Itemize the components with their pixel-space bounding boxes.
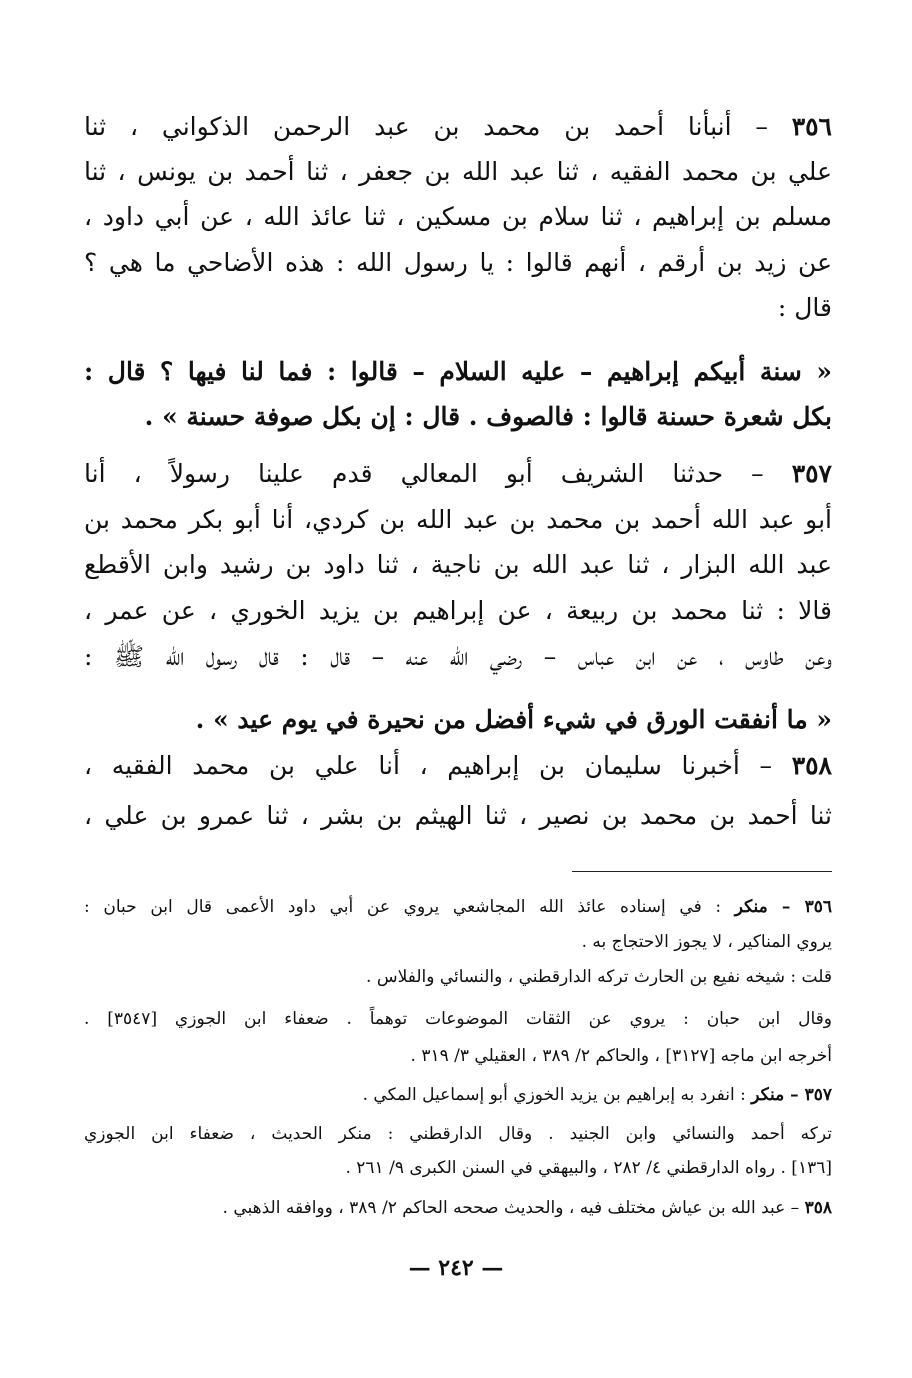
- footnote-356-line-4: وقال ابن حبان : يروي عن الثقات الموضوعات توهماً . ضعفاء ابن الجوزي [٣٥٤٧] .: [84, 1009, 832, 1029]
- hadith-357-line-2: أبو عبد الله أحمد بن محمد بن عبد الله بن كردي، أنا أبو بكر محمد بن: [84, 505, 832, 534]
- hadith-356-line-4: عن زيد بن أرقم ، أنهم قالوا : يا رسول الله : هذه الأضاحي ما هي ؟: [84, 248, 832, 277]
- hadith-357-line-1: ٣٥٧ – حدثنا الشريف أبو المعالي قدم علينا رسولاً ، أنا: [84, 459, 832, 488]
- footnote-356-line-5: أخرجه ابن ماجه [٣١٢٧] ، والحاكم ٢/ ٣٨٩ ، العقيلي ٣/ ٣١٩ .: [410, 1046, 832, 1066]
- footnote-357-line-3: [١٣٦] . رواه الدارقطني ٤/ ٢٨٢ ، والبيهقي في السنن الكبرى ٩/ ٢٦١ .: [345, 1158, 832, 1178]
- footnote-356-line-2: يروي المناكير ، لا يجوز الاحتجاج به .: [581, 932, 832, 952]
- footnote-separator: [572, 871, 832, 872]
- hadith-358-line-1: ٣٥٨ – أخبرنا سليمان بن إبراهيم ، أنا علي بن محمد الفقيه ،: [84, 751, 832, 780]
- footnote-358: ٣٥٨ – عبد الله بن عياش مختلف فيه ، والحديث صححه الحاكم ٢/ ٣٨٩ ، ووافقه الذهبي .: [222, 1198, 832, 1218]
- hadith-356-line-1: ٣٥٦ – أنبأنا أحمد بن محمد بن عبد الرحمن الذكواني ، ثنا: [84, 112, 832, 141]
- hadith-357-line-4: قالا : ثنا محمد بن ربيعة ، عن إبراهيم بن يزيد الخوري ، عن عمر ،: [84, 596, 832, 625]
- hadith-357-line-5: وعن طاوس ، عن ابن عباس – رضي الله عنه – قال : قال رسول الله ﷺ :: [84, 642, 832, 671]
- footnote-357-line-2: تركه أحمد والنسائي وابن الجنيد . وقال الدارقطني : منكر الحديث ، ضعفاء ابن الجوزي: [84, 1124, 832, 1144]
- hadith-356-line-2: علي بن محمد الفقيه ، ثنا عبد الله بن جعفر ، ثنا أحمد بن يونس ، ثنا: [84, 157, 832, 186]
- footnote-head: ٣٥٦ – منكر: [734, 897, 832, 917]
- hadith-357-quote: « ما أنفقت الورق في شيء أفضل من نحيرة في يوم عيد » .: [195, 705, 832, 734]
- footnote-357-line-1: ٣٥٧ – منكر : انفرد به إبراهيم بن يزيد الخوزي أبو إسماعيل المكي .: [362, 1085, 832, 1105]
- hadith-357-line-3: عبد الله البزار ، ثنا عبد الله بن ناجية ، ثنا داود بن رشيد وابن الأقطع: [84, 550, 832, 579]
- hadith-356-quote-line-2: بكل شعرة حسنة قالوا : فالصوف . قال : إن بكل صوفة حسنة » .: [144, 402, 832, 431]
- hadith-number: ٣٥٧: [791, 459, 832, 488]
- hadith-358-line-2: ثنا أحمد بن محمد بن نصير ، ثنا الهيثم بن بشر ، ثنا عمرو بن علي ،: [84, 801, 832, 830]
- footnote-356-line-3: قلت : شيخه نفيع بن الحارث تركه الدارقطني ، والنسائي والفلاس .: [366, 967, 832, 987]
- footnote-head: ٣٥٧ – منكر: [751, 1085, 832, 1105]
- page-number: — ٢٤٢ —: [408, 1255, 504, 1281]
- hadith-356-quote-line-1: « سنة أبيكم إبراهيم – عليه السلام – قالوا : فما لنا فيها ؟ قال :: [84, 357, 832, 386]
- footnote-head: ٣٥٨: [804, 1198, 832, 1218]
- hadith-number: ٣٥٨: [791, 751, 832, 780]
- hadith-356-line-3: مسلم بن إبراهيم ، ثنا سلام بن مسكين ، ثنا عائذ الله ، عن أبي داود ،: [84, 202, 832, 231]
- footnote-356-line-1: ٣٥٦ – منكر : في إسناده عائذ الله المجاشعي يروي عن أبي داود الأعمى قال ابن حبان :: [84, 897, 832, 917]
- hadith-number: ٣٥٦: [791, 112, 832, 141]
- hadith-356-line-5: قال :: [777, 293, 832, 322]
